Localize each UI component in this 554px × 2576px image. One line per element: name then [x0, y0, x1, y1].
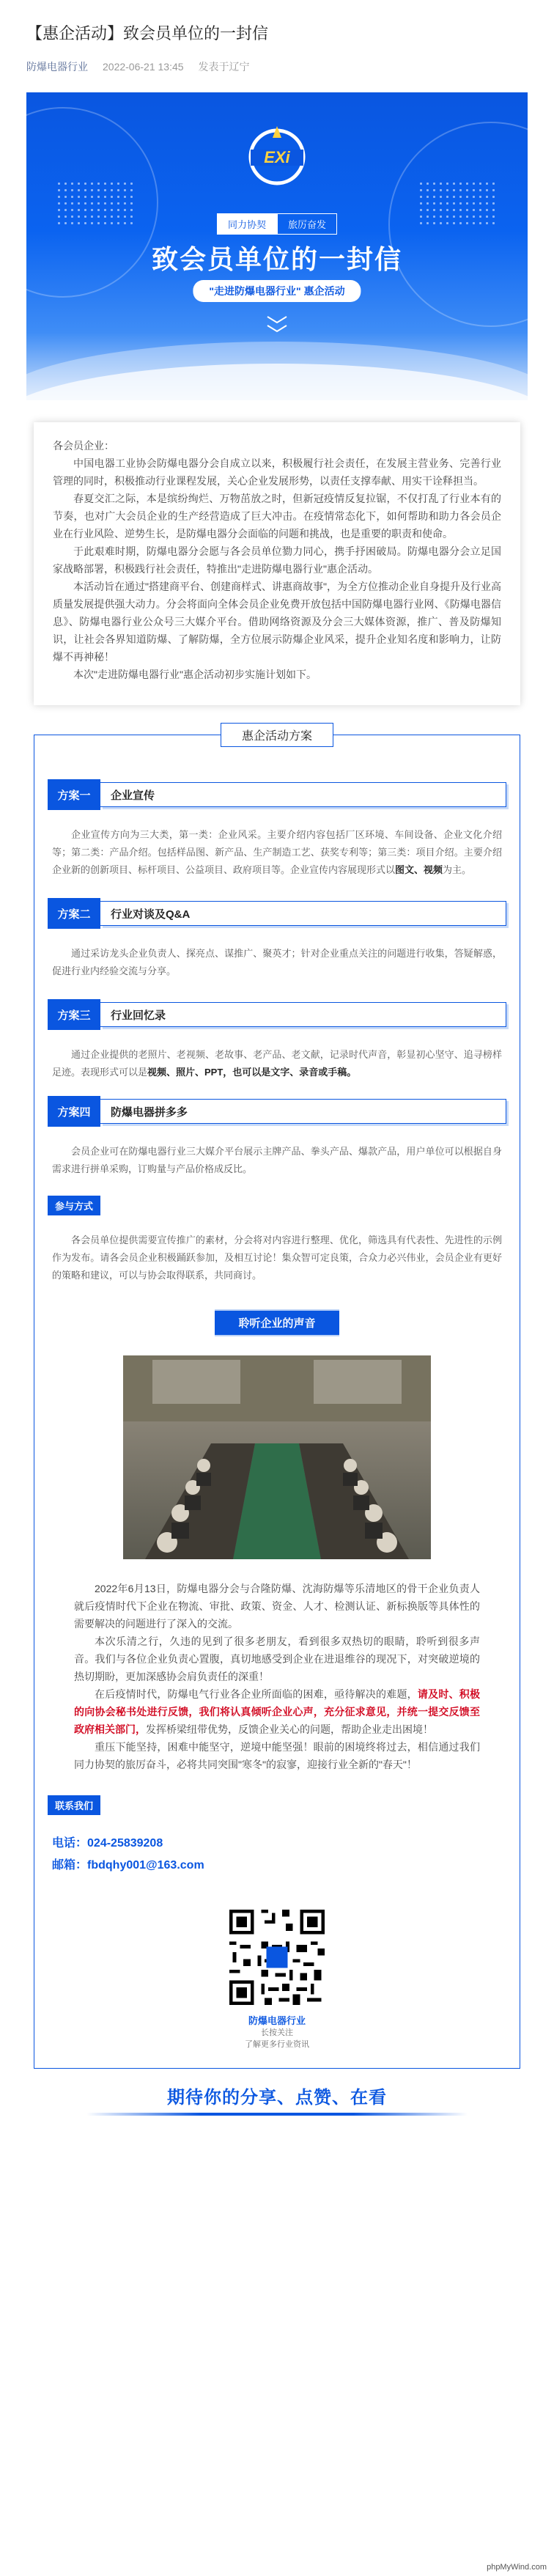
- voice-paragraph: 重压下能坚持，困难中能坚守，逆境中能坚强！眼前的困境终将过去，相信通过我们同力协契的旅厉奋斗，必将共同突围"寒冬"的寂寥，迎接行业全新的"春天"！: [74, 1741, 480, 1770]
- contact-phone[interactable]: [52, 1833, 506, 1855]
- participate-text: 各会员单位提供需要宣传推广的素材，分会将对内容进行整理、优化，筛选具有代表性、先进性的示例作为发布。请各会员企业积极踊跃参加，及相互讨论！集众智可定良策，合众力必兴伟业，会员企业有更好的策略和建议，可以与协会取得联系，共同商讨。: [52, 1234, 502, 1281]
- voice-highlight: 请及时、积极的向协会秘书处进行反馈，我们将认真倾听企业心声，充分征求意见，并统一提交反馈至政府相关部门，: [74, 1688, 481, 1735]
- qr-hint: 了解更多行业资讯: [245, 2040, 309, 2049]
- banner-title: 致会员单位的一封信: [151, 244, 402, 274]
- letter-paragraph: 于此艰难时期，防爆电器分会愿与各会员单位勠力同心，携手抒困破局。防爆电器分会立足国家战略部署，积极践行社会责任，特推出"走进防爆电器行业"惠企活动。: [53, 545, 501, 575]
- qr-code[interactable]: [226, 1906, 328, 2009]
- contact-badge: 联系我们: [48, 1795, 100, 1815]
- scheme-label: 方案四: [48, 1096, 100, 1127]
- letter-paragraph: 春夏交汇之际，本是缤纷绚烂、万物茁放之时，但新冠疫情反复拉锯，不仅打乱了行业本有的节奏，也对广大会员企业的生产经营造成了巨大冲击。在疫情常态化下，如何帮助和助力各会员企业在行业风险、逆势生长，是防爆电器分会面临的问题和挑战，也是重要的职责和使命。: [53, 493, 501, 540]
- participate-badge: 参与方式: [48, 1196, 100, 1215]
- banner-tags: [217, 213, 337, 235]
- voice-heading: 聆听企业的声音: [215, 1309, 339, 1336]
- letter-paragraph: 本次"走进防爆电器行业"惠企活动初步实施计划如下。: [73, 669, 317, 680]
- article-header: [0, 0, 554, 75]
- banner-tag-left: 同力协契: [217, 213, 277, 235]
- scheme-label: 方案一: [48, 779, 100, 810]
- letter-paragraph: 本活动旨在通过"搭建商平台、创建商样式、讲惠商故事"，为全方位推动企业自身提升及行业高质量发展提供强大动力。分会将面向全体会员企业免费开放包括中国防爆电器行业网、《防爆电器信息》、防爆电器行业公众号三大媒介平台。借助网络资源及分会三大媒体资源，推广、普及防爆知识，让社会各界知道防爆、了解防爆，全方位展示防爆企业风采，提升企业知名度和影响力，让防爆不再神秘！: [53, 581, 501, 663]
- chevron-down-icon: [266, 315, 288, 324]
- scheme-text-bold: 视频、照片、PPT，也可以是文字、录音或手稿。: [147, 1067, 357, 1078]
- scheme-name: 企业宣传: [100, 782, 506, 807]
- article-meta: [26, 59, 528, 75]
- article-title: 【惠企活动】致会员单位的一封信: [26, 24, 269, 43]
- voice-paragraph: 2022年6月13日，防爆电器分会与合隆防爆、沈海防爆等乐清地区的骨干企业负责人就后疫情时代下企业在物流、审批、政策、资金、人才、检测认证、新标换版等具体性的需要解决的问题进行了深入的交流。: [74, 1583, 480, 1630]
- footer-divider: [86, 2113, 468, 2116]
- footer-slogan: 期待你的分享、点赞、在看: [167, 2088, 387, 2108]
- publish-time: 2022-06-21 13:45: [103, 61, 184, 73]
- phone-label: 电话：: [52, 1837, 88, 1850]
- plan-section: [34, 730, 520, 2069]
- decor-ring: [388, 122, 528, 327]
- letter-card: [34, 422, 520, 705]
- voice-text: [48, 1580, 506, 1773]
- scheme-name: 防爆电器拼多多: [100, 1099, 506, 1124]
- contact-email[interactable]: [52, 1855, 506, 1877]
- banner-subtitle: "走进防爆电器行业" 惠企活动: [193, 280, 361, 302]
- scheme-text: [48, 1046, 506, 1081]
- banner: [26, 92, 528, 400]
- meeting-photo: [123, 1355, 431, 1559]
- voice-paragraph: 本次乐清之行，久违的见到了很多老朋友，看到很多双热切的眼睛，聆听到很多声音。我们与各位企业负责心置腹，真切地感受到企业在进退维谷的现况下，对突破逆境的热切期盼，更加深感协会肩负责任的深重！: [74, 1635, 480, 1682]
- logo-text: EXi: [264, 148, 290, 166]
- scheme-text: 会员企业可在防爆电器行业三大媒介平台展示主牌产品、拳头产品、爆款产品，用户单位可以根据自身需求进行拼单采购，订购量与产品价格成反比。: [52, 1146, 502, 1174]
- voice-text-part: 发挥桥梁纽带优势，反馈企业关心的问题，帮助企业走出困境！: [146, 1723, 433, 1735]
- email-value: fbdqhy001@163.com: [87, 1859, 204, 1872]
- scheme-text-bold: 图文、视频: [395, 864, 443, 875]
- letter-paragraph: 中国电器工业协会防爆电器分会自成立以来，积极履行社会责任，在发展主营业务、完善行业管理的同时，积极推动行业课程发展，关心企业发展形势，以责任支撑奉献、用实干诠释担当。: [53, 457, 501, 487]
- scheme-text-part: 为主。: [443, 864, 472, 875]
- scheme-label: 方案二: [48, 898, 100, 929]
- voice-paragraph: [74, 1685, 480, 1738]
- scheme-text-part: 企业宣传方向为三大类，第一类：企业风采。主要介绍内容包括厂区环境、车间设备、企业文化介绍等；第二类：产品介绍。包括样品图、新产品、生产制造工艺、获奖专利等；第三类：项目介绍。主要介绍企业新的创新项目、标杆项目、公益项目、政府项目等。企业宣传内容展现形式以: [52, 829, 502, 875]
- email-label: 邮箱：: [52, 1859, 88, 1872]
- plan-title: [221, 723, 333, 747]
- voice-text-part: 在后疫情时代，防爆电气行业各企业所面临的困难，亟待解决的难题，: [95, 1688, 418, 1700]
- scheme-label: 方案三: [48, 999, 100, 1030]
- author-link[interactable]: 防爆电器行业: [26, 61, 88, 73]
- plan-title-text: 惠企活动方案: [241, 730, 313, 743]
- watermark: phpMyWind.com: [487, 2563, 547, 2572]
- qr-block: [226, 1906, 328, 2050]
- banner-tag-right: 旅厉奋发: [277, 213, 337, 235]
- scheme-text: 通过采访龙头企业负责人、探亮点、谋推广、聚英才；针对企业重点关注的问题进行收集，答疑解惑，促进行业内经验交流与分享。: [52, 948, 502, 976]
- scheme-header: [48, 999, 506, 1030]
- publish-location: 发表于辽宁: [198, 61, 250, 73]
- phone-value: 024-25839208: [87, 1837, 163, 1850]
- scheme-name: 行业对谈及Q&A: [100, 901, 506, 926]
- exi-logo: [233, 119, 321, 192]
- qr-hint: 长按关注: [261, 2028, 293, 2037]
- scheme-header: [48, 1096, 506, 1127]
- chevron-down-icon: [266, 324, 288, 333]
- qr-account-name: 防爆电器行业: [248, 2015, 306, 2026]
- scheme-name: 行业回忆录: [100, 1002, 506, 1027]
- contact-lines: [48, 1833, 506, 1877]
- scheme-text: [48, 826, 506, 879]
- scheme-text-part: 通过企业提供的老照片、老视频、老故事、老产品、老文献，记录时代声音，彰显初心坚守、追寻榜样足迹。表现形式可以是: [52, 1049, 502, 1078]
- letter-greeting: 各会员企业：: [53, 440, 114, 452]
- scheme-header: [48, 779, 506, 810]
- scheme-header: [48, 898, 506, 929]
